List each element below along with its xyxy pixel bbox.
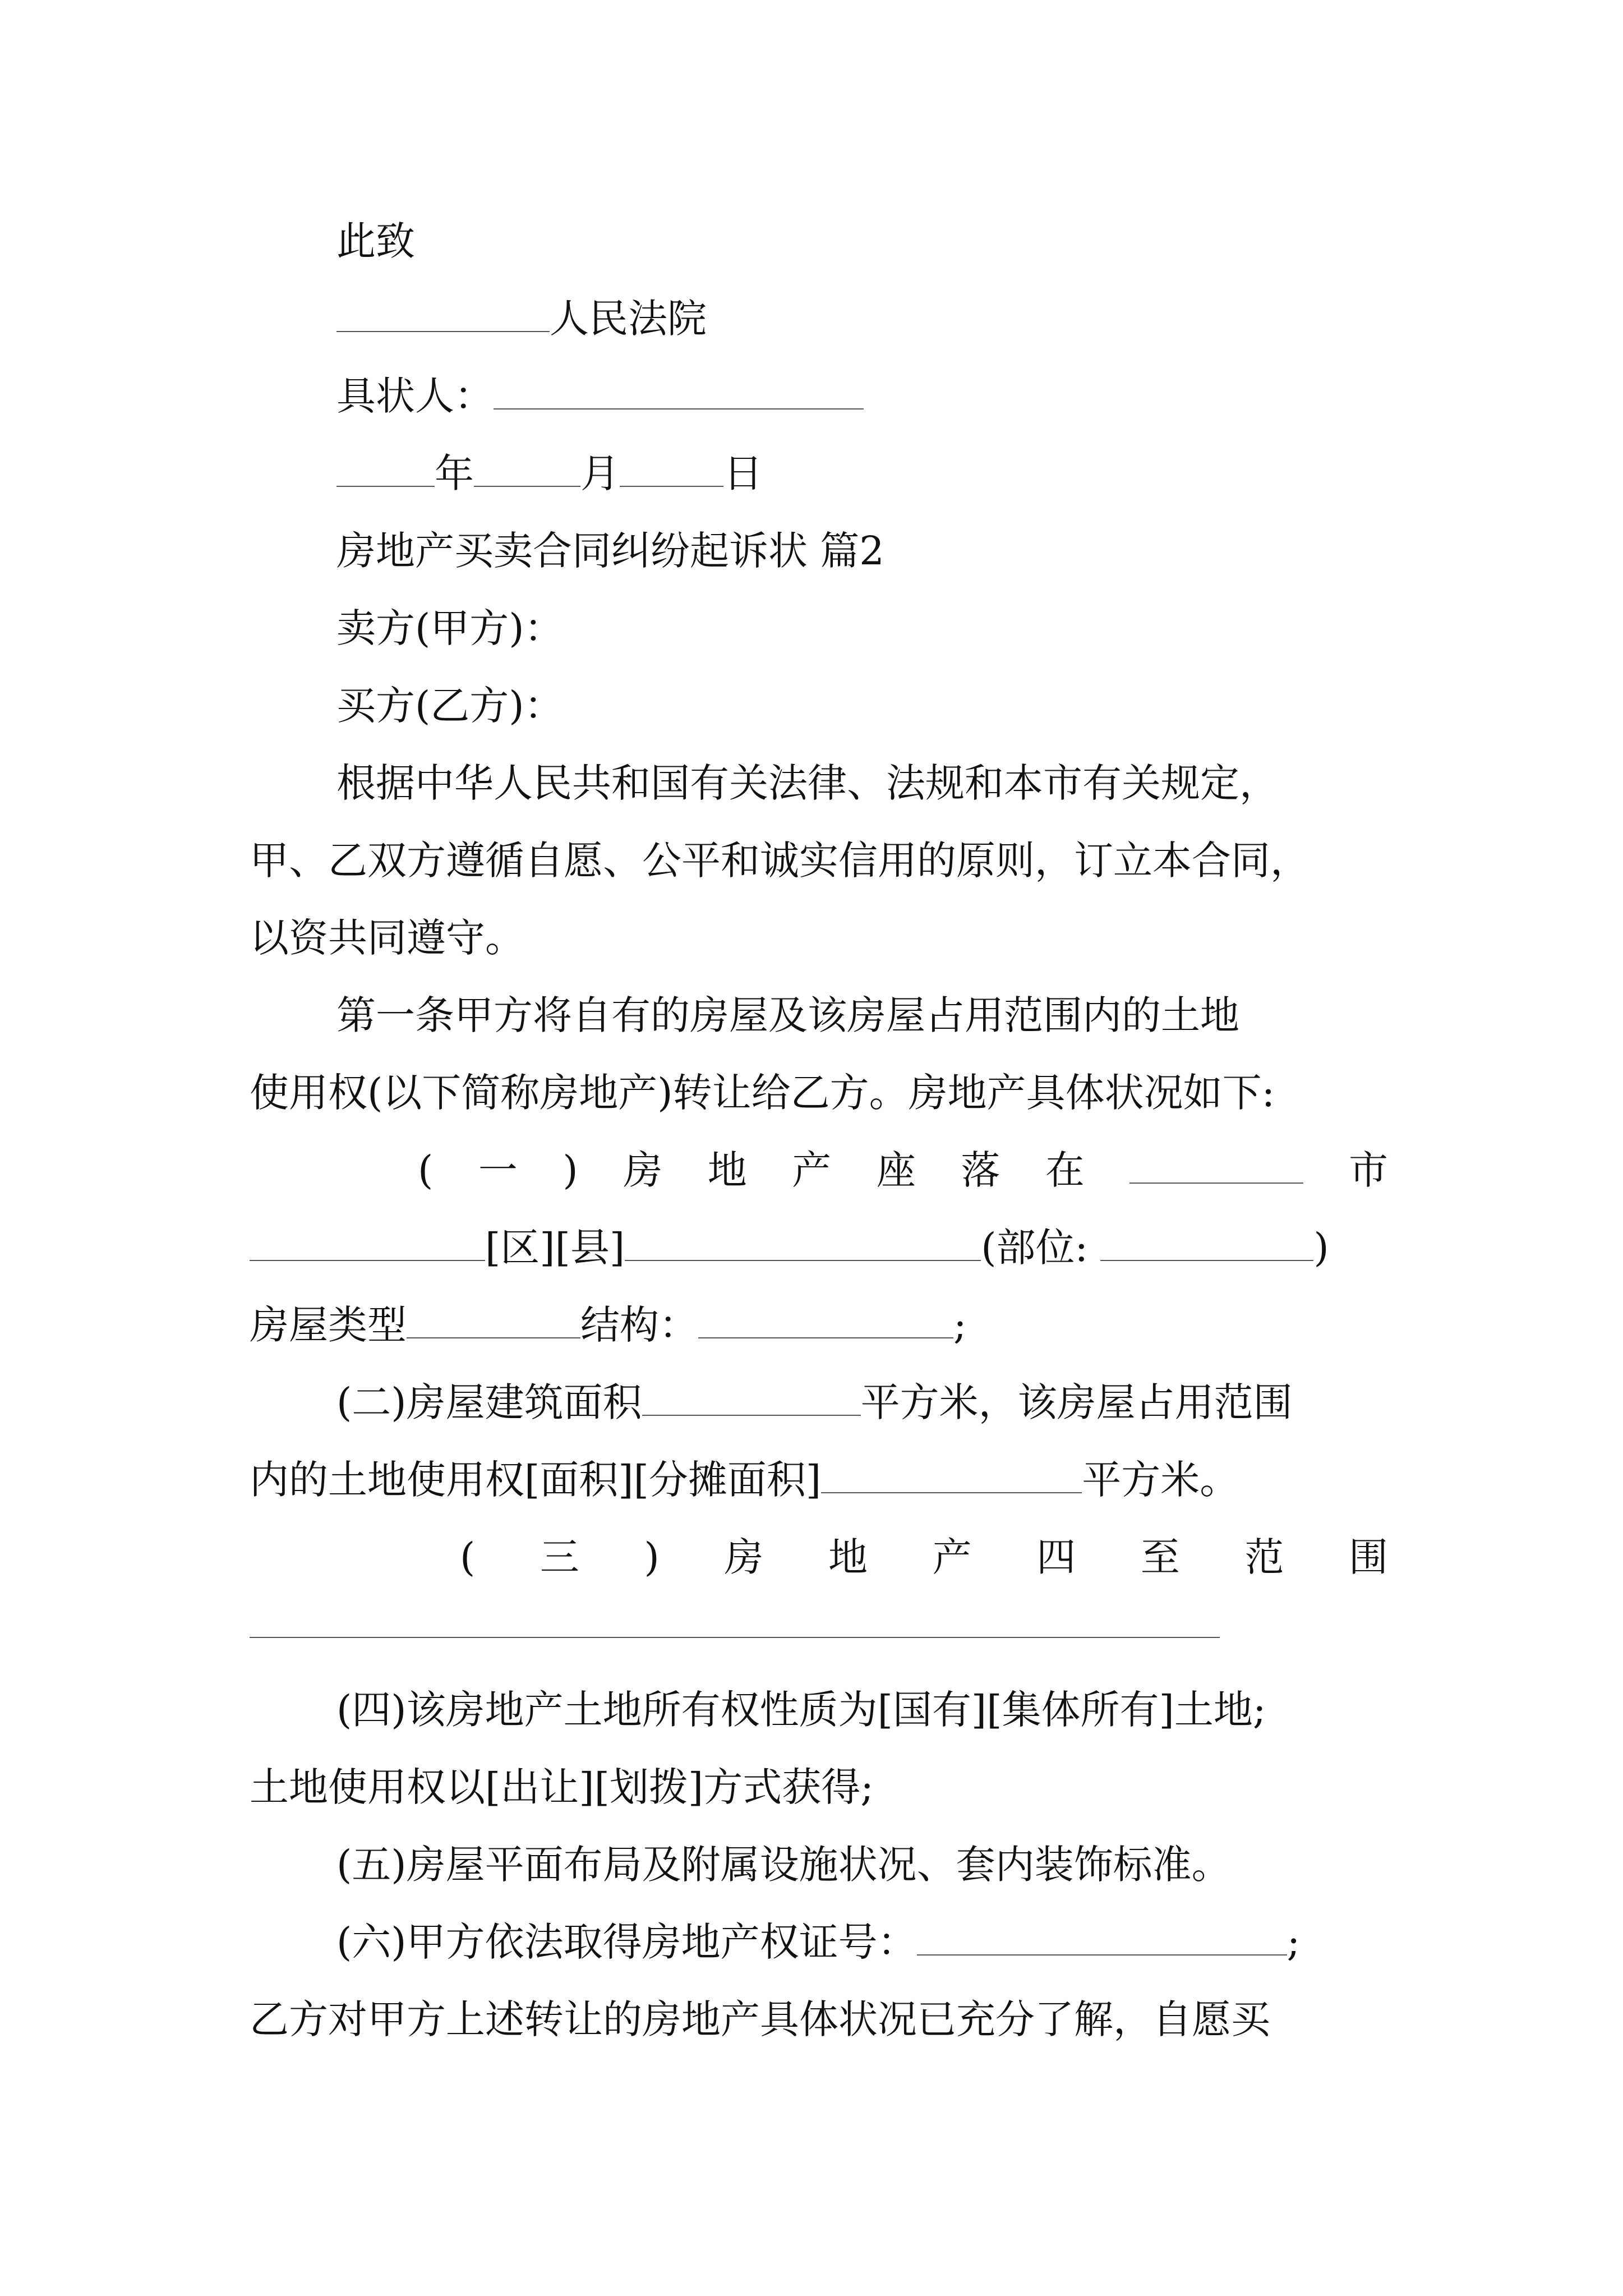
district-blank <box>625 1221 981 1261</box>
item3-char: 产 <box>932 1534 972 1580</box>
year-label: 年 <box>435 450 474 496</box>
item2-line-1 <box>336 1375 1293 1429</box>
district-label: [区][县] <box>485 1225 625 1271</box>
item3-char: 四 <box>1036 1534 1076 1580</box>
city-blank <box>1129 1143 1303 1184</box>
location-label: (部位: <box>981 1225 1089 1271</box>
item3-char: 围 <box>1348 1534 1388 1580</box>
city-label: 市 <box>1348 1147 1388 1193</box>
plaintiff-signature-line <box>336 369 864 423</box>
street-blank <box>250 1221 485 1261</box>
item1-char: 房 <box>623 1147 663 1193</box>
item3-char: 房 <box>724 1534 764 1580</box>
item1-char: 在 <box>1045 1147 1085 1193</box>
closing-salutation: 此致 <box>336 218 415 264</box>
item2-line-2 <box>250 1453 1239 1507</box>
month-blank <box>474 447 580 487</box>
article1-line-2: 使用权(以下简称房地产)转让给乙方。房地产具体状况如下: <box>250 1070 1275 1116</box>
certificate-blank <box>917 1915 1287 1955</box>
item3-char: 地 <box>828 1534 868 1580</box>
buyer-line: 买方(乙方)： <box>336 683 564 729</box>
item4-line-2: 土地使用权以[出让][划拨]方式获得; <box>250 1764 874 1810</box>
location-blank <box>1100 1221 1313 1261</box>
item3-char: 至 <box>1140 1534 1180 1580</box>
day-label: 日 <box>723 450 763 496</box>
day-blank <box>620 447 723 487</box>
item1-char: ) <box>562 1147 578 1193</box>
item1-line-3 <box>250 1298 967 1352</box>
item3-char: ( <box>460 1534 476 1580</box>
date-line <box>336 447 763 500</box>
house-type-blank <box>407 1298 580 1338</box>
item3-char: 三 <box>540 1534 579 1580</box>
item1-char: 产 <box>792 1147 832 1193</box>
item1-char: 地 <box>707 1147 747 1193</box>
building-area-blank <box>642 1375 861 1416</box>
certificate-label: (六)甲方依法取得房地产权证号： <box>336 1919 917 1965</box>
intro-line-3: 以资共同遵守。 <box>250 915 524 961</box>
seller-line: 卖方(甲方)： <box>336 605 564 651</box>
item3-char: ) <box>644 1534 660 1580</box>
item1-char: 一 <box>478 1147 518 1193</box>
structure-label: 结构： <box>580 1302 698 1348</box>
plaintiff-label: 具状人： <box>336 373 494 419</box>
article1-line-1: 第一条甲方将自有的房屋及该房屋占用范围内的土地 <box>336 992 1239 1038</box>
item6-line-2: 乙方对甲方上述转让的房地产具体状况已充分了解，自愿买 <box>250 1996 1270 2042</box>
close-paren: ) <box>1313 1225 1329 1271</box>
semicolon: ; <box>953 1302 967 1348</box>
item6-line-1 <box>336 1915 1300 1969</box>
item1-line-2 <box>250 1221 1329 1274</box>
month-label: 月 <box>580 450 620 496</box>
item1-char: 落 <box>961 1147 1000 1193</box>
land-area-blank <box>821 1453 1082 1493</box>
building-area-unit: 平方米，该房屋占用范围 <box>860 1379 1293 1425</box>
item1-char: 座 <box>876 1147 916 1193</box>
court-line <box>336 292 707 346</box>
year-blank <box>336 447 435 487</box>
boundary-blank-line <box>250 1637 1220 1638</box>
intro-line-2: 甲、乙双方遵循自愿、公平和诚实信用的原则，订立本合同， <box>250 838 1310 884</box>
item1-line-1 <box>418 1143 1388 1197</box>
land-area-label: 内的土地使用权[面积][分摊面积] <box>250 1457 822 1503</box>
building-area-label: (二)房屋建筑面积 <box>336 1379 642 1425</box>
plaintiff-blank <box>494 369 864 409</box>
intro-line-1: 根据中华人民共和国有关法律、法规和本市有关规定， <box>336 760 1279 806</box>
item3-char: 范 <box>1244 1534 1284 1580</box>
court-name-blank <box>336 292 550 332</box>
house-type-label: 房屋类型 <box>250 1302 407 1348</box>
semicolon: ; <box>1287 1919 1301 1965</box>
section-heading: 房地产买卖合同纠纷起诉状 篇2 <box>336 528 884 574</box>
item5-line: (五)房屋平面布局及附属设施状况、套内装饰标准。 <box>336 1842 1231 1888</box>
item3-line <box>460 1530 1388 1584</box>
land-area-unit: 平方米。 <box>1082 1457 1239 1503</box>
court-label: 人民法院 <box>550 296 707 342</box>
item4-line-1: (四)该房地产土地所有权性质为[国有][集体所有]土地; <box>336 1687 1266 1733</box>
structure-blank <box>698 1298 953 1338</box>
item1-char: ( <box>418 1147 434 1193</box>
